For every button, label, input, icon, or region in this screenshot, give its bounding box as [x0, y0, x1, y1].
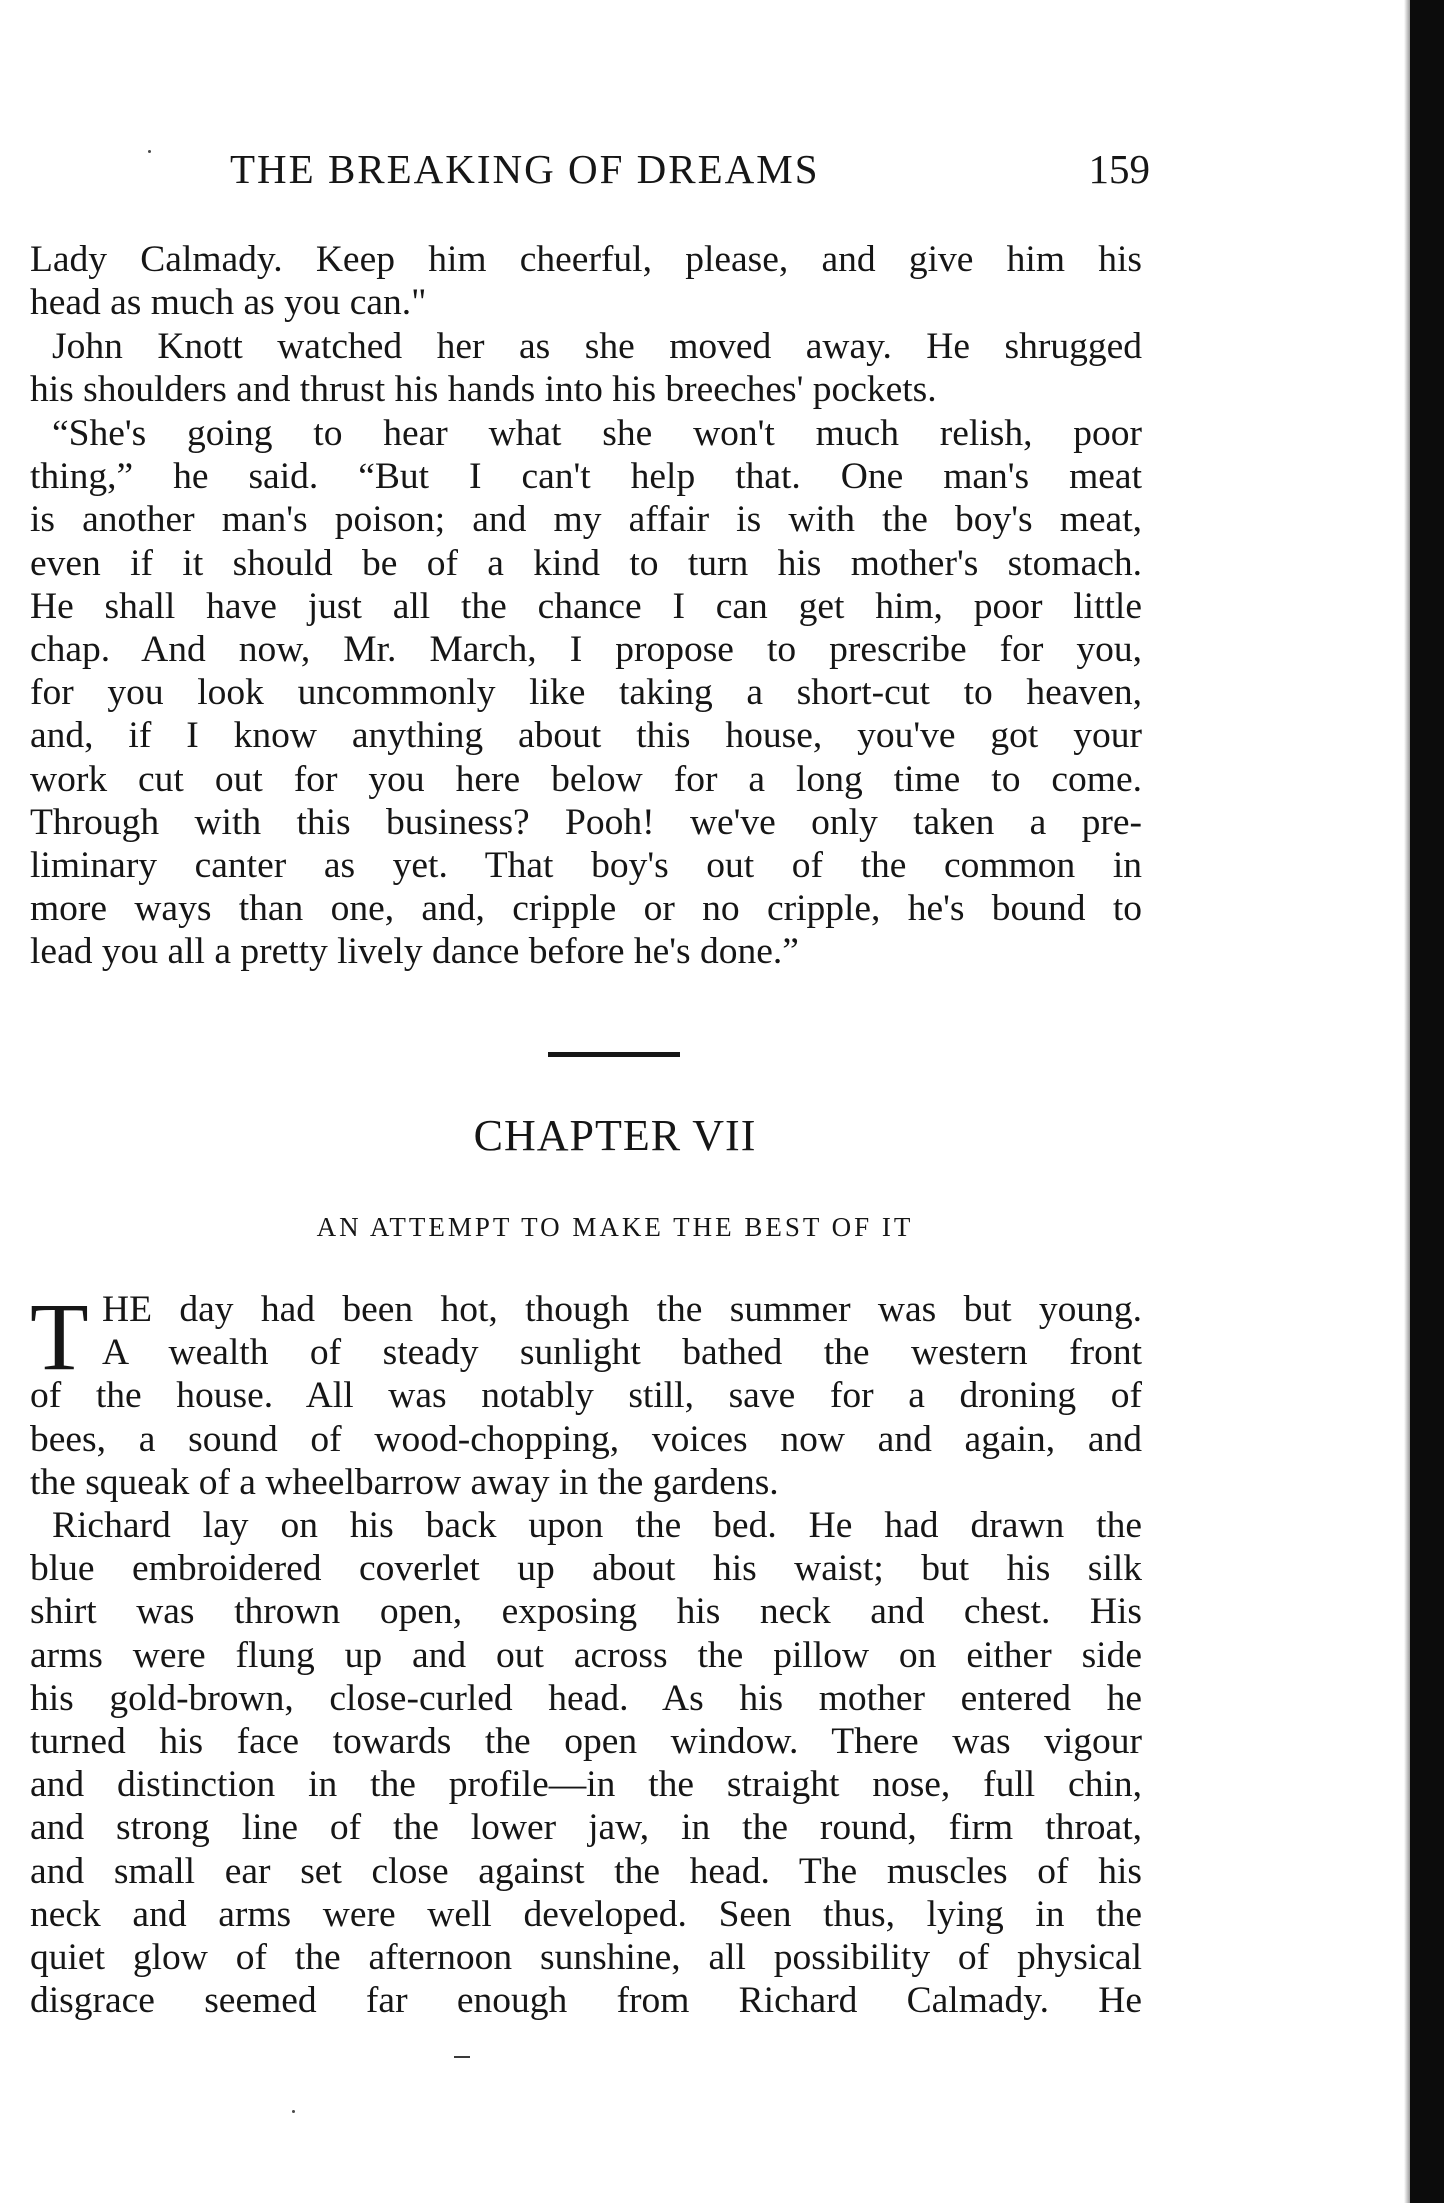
paragraph-john-knott: [30, 325, 1142, 411]
page-number: 159: [1088, 146, 1150, 192]
text-line: turned his face towards the open window. There was vigour: [30, 1721, 1142, 1763]
text-line: his gold-brown, close-curled head. As his mother entered he: [30, 1677, 1142, 1719]
text-line: He shall have just all the chance I can get him, poor little: [30, 585, 1142, 627]
text-line: arms were flung up and out across the pillow on either side: [30, 1634, 1142, 1676]
chapter-subtitle: AN ATTEMPT TO MAKE THE BEST OF IT: [316, 1212, 914, 1242]
text-line: the squeak of a wheelbarrow away in the gardens.: [30, 1461, 779, 1503]
text-line: and, if I know anything about this house, you've got your: [30, 715, 1142, 757]
text-line: Richard lay on his back upon the bed. He had drawn the: [52, 1505, 1142, 1546]
text-line: blue embroidered coverlet up about his waist; but his silk: [30, 1548, 1142, 1590]
text-line: more ways than one, and, cripple or no cripple, he's bound to: [30, 888, 1142, 930]
scan-speck: [292, 2110, 295, 2113]
chapter-title: CHAPTER VII: [473, 1111, 757, 1160]
text-line: and small ear set close against the head. The muscles of his: [30, 1850, 1142, 1892]
text-line: HE day had been hot, though the summer was but young.: [102, 1289, 1142, 1330]
paragraph-dialogue: [30, 412, 1142, 974]
scan-speck: [148, 150, 151, 153]
text-line: chap. And now, Mr. March, I propose to prescribe for you,: [30, 629, 1142, 671]
running-title: THE BREAKING OF DREAMS: [230, 146, 820, 192]
text-line: quiet glow of the afternoon sunshine, all possibility of physical: [30, 1937, 1142, 1979]
text-line: thing,” he said. “But I can't help that. One man's meat: [30, 456, 1142, 498]
text-line: Lady Calmady. Keep him cheerful, please, and give him his: [30, 239, 1142, 280]
text-line: Through with this business? Pooh! we've only taken a pre-: [30, 801, 1142, 843]
paragraph-chapter-opening: [30, 1283, 1142, 1504]
text-line: is another man's poison; and my affair is with the boy's meat,: [30, 499, 1142, 541]
running-head: [230, 145, 1150, 205]
paragraph-richard: [30, 1504, 1142, 2022]
text-line: even if it should be of a kind to turn his mother's stomach.: [30, 542, 1142, 584]
text-line: liminary canter as yet. That boy's out of the common in: [30, 845, 1142, 887]
text-line: John Knott watched her as she moved away. He shrugged: [52, 326, 1142, 367]
text-line: neck and arms were well developed. Seen thus, lying in the: [30, 1893, 1142, 1935]
text-line: work cut out for you here below for a long time to come.: [30, 758, 1142, 800]
printer-mark: [454, 2056, 470, 2058]
paragraph-continued: [30, 238, 1142, 324]
text-line: lead you all a pretty lively dance before he's done.”: [30, 931, 799, 973]
text-line: disgrace seemed far enough from Richard Calmady. He: [30, 1980, 1142, 2022]
text-line: A wealth of steady sunlight bathed the western front: [102, 1332, 1142, 1374]
scan-border: [1410, 0, 1444, 2203]
text-line: for you look uncommonly like taking a short-cut to heaven,: [30, 672, 1142, 714]
drop-cap: T: [30, 1283, 89, 1390]
section-divider-rule: [548, 1052, 680, 1057]
text-line: and distinction in the profile—in the straight nose, full chin,: [30, 1764, 1142, 1806]
text-line: bees, a sound of wood-chopping, voices now and again, and: [30, 1418, 1142, 1460]
text-line: his shoulders and thrust his hands into his breeches' pockets.: [30, 369, 937, 411]
text-line: head as much as you can.": [30, 282, 427, 324]
book-page: [30, 0, 1150, 2203]
text-line: and strong line of the lower jaw, in the round, firm throat,: [30, 1807, 1142, 1849]
text-line: shirt was thrown open, exposing his neck and chest. His: [30, 1591, 1142, 1633]
text-line: “She's going to hear what she won't much relish, poor: [52, 413, 1142, 454]
text-line: of the house. All was notably still, save for a droning of: [30, 1375, 1142, 1417]
